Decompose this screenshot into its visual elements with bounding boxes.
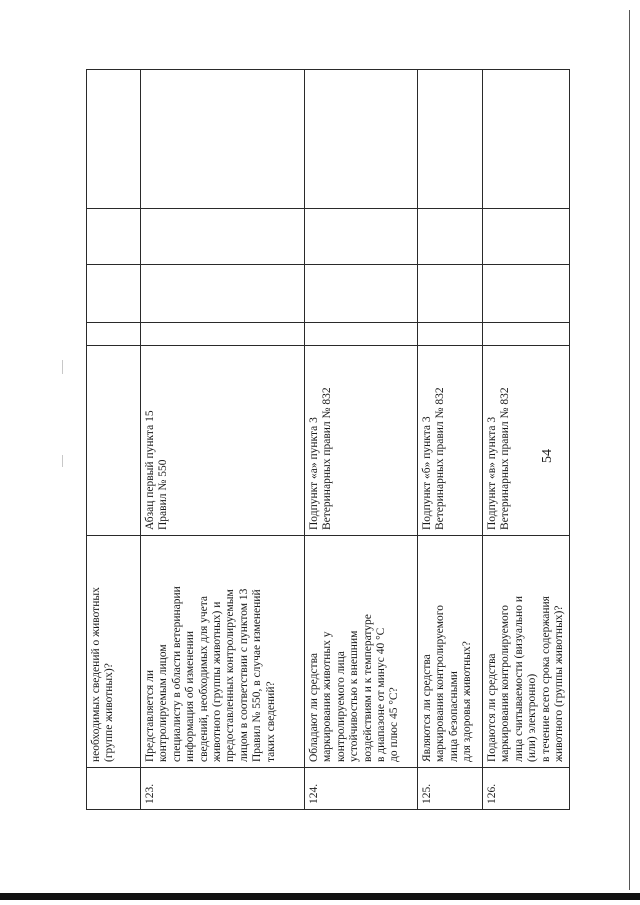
reference-line: Абзац первый пункта 15 bbox=[144, 410, 156, 530]
reference-line: Правил № 550 bbox=[157, 459, 170, 530]
answer-cell bbox=[87, 323, 141, 346]
question-cell bbox=[141, 536, 305, 768]
checklist-table bbox=[86, 69, 570, 810]
scan-edge-bottom bbox=[0, 893, 640, 900]
reference-cell bbox=[141, 346, 305, 536]
table-row bbox=[141, 70, 305, 810]
reference-line: Ветеринарных правил № 832 bbox=[499, 387, 512, 530]
answer-cell bbox=[418, 209, 483, 265]
question-cell bbox=[418, 536, 483, 768]
table-row bbox=[418, 70, 483, 810]
reference-line: Подпункт «а» пункта 3 bbox=[308, 417, 320, 530]
question-line: животного (группы животных)? bbox=[553, 605, 566, 762]
reference-line: Подпункт «б» пункта 3 bbox=[421, 416, 433, 530]
row-number: 125. bbox=[418, 768, 483, 810]
question-line: (группе животных)? bbox=[103, 663, 116, 762]
reference-cell bbox=[305, 346, 418, 536]
table-row bbox=[305, 70, 418, 810]
table-row bbox=[483, 70, 570, 810]
answer-cell bbox=[141, 209, 305, 265]
reference-cell bbox=[87, 346, 141, 536]
answer-cell bbox=[483, 265, 570, 323]
note-cell bbox=[141, 70, 305, 209]
answer-cell bbox=[483, 209, 570, 265]
question-line: животного (группы животных) и bbox=[211, 601, 224, 762]
question-line: маркирования контролируемого bbox=[499, 605, 512, 762]
question-line: сведений, необходимых для учета bbox=[197, 595, 210, 762]
question-cell bbox=[87, 536, 141, 768]
reference-line: Ветеринарных правил № 832 bbox=[434, 387, 447, 530]
answer-cell bbox=[483, 323, 570, 346]
question-line: Правил № 550, в случае изменений bbox=[251, 589, 264, 762]
question-line: воздействиям и к температуре bbox=[361, 614, 374, 762]
note-cell bbox=[305, 70, 418, 209]
question-line: до плюс 45 °С? bbox=[388, 687, 401, 762]
question-line: необходимых сведений о животных bbox=[90, 587, 102, 762]
question-line: лица считываемости (визуально и bbox=[512, 596, 525, 762]
page-number: 54 bbox=[540, 449, 555, 463]
reference-cell bbox=[418, 346, 483, 536]
question-line: таких сведений? bbox=[264, 681, 277, 762]
answer-cell bbox=[305, 265, 418, 323]
answer-cell bbox=[141, 265, 305, 323]
reference-line: Ветеринарных правил № 832 bbox=[321, 387, 334, 530]
question-line: (или) электронно) bbox=[526, 673, 539, 762]
question-line: Подаются ли средства bbox=[486, 653, 498, 762]
answer-cell bbox=[87, 209, 141, 265]
question-line: информация об изменении bbox=[184, 631, 197, 762]
scan-edge-right bbox=[629, 10, 630, 890]
question-line: лица безопасными bbox=[447, 671, 460, 762]
row-number: 126. bbox=[483, 768, 570, 810]
answer-cell bbox=[418, 323, 483, 346]
question-cell bbox=[305, 536, 418, 768]
row-number: 124. bbox=[305, 768, 418, 810]
question-cell bbox=[483, 536, 570, 768]
margin-tick bbox=[62, 455, 63, 467]
answer-cell bbox=[87, 265, 141, 323]
question-line: Являются ли средства bbox=[421, 654, 433, 762]
note-cell bbox=[87, 70, 141, 209]
row-number bbox=[87, 768, 141, 810]
reference-line: Подпункт «в» пункта 3 bbox=[486, 416, 498, 530]
question-line: маркирования животных у bbox=[321, 631, 334, 762]
question-line: для здоровья животных? bbox=[461, 641, 474, 762]
question-line: маркирования контролируемого bbox=[434, 605, 447, 762]
question-line: лицом в соответствии с пунктом 13 bbox=[237, 588, 250, 762]
answer-cell bbox=[305, 209, 418, 265]
row-number: 123. bbox=[141, 768, 305, 810]
note-cell bbox=[418, 70, 483, 209]
table-row bbox=[87, 70, 141, 810]
answer-cell bbox=[418, 265, 483, 323]
answer-cell bbox=[305, 323, 418, 346]
margin-tick bbox=[62, 360, 63, 374]
question-line: устойчивостью к внешним bbox=[348, 630, 361, 762]
question-line: контролируемым лицом bbox=[157, 644, 170, 762]
answer-cell bbox=[141, 323, 305, 346]
question-line: в течение всего срока содержания bbox=[539, 596, 552, 762]
question-line: в диапазоне от минус 40 °С bbox=[375, 627, 388, 762]
note-cell bbox=[483, 70, 570, 209]
question-line: контролируемого лица bbox=[334, 651, 347, 762]
reference-cell bbox=[483, 346, 570, 536]
question-line: Представляется ли bbox=[144, 670, 156, 762]
question-line: Обладают ли средства bbox=[308, 653, 320, 762]
question-line: предоставленных контролируемым bbox=[224, 589, 237, 762]
question-line: специалисту в области ветеринарии bbox=[170, 586, 183, 762]
